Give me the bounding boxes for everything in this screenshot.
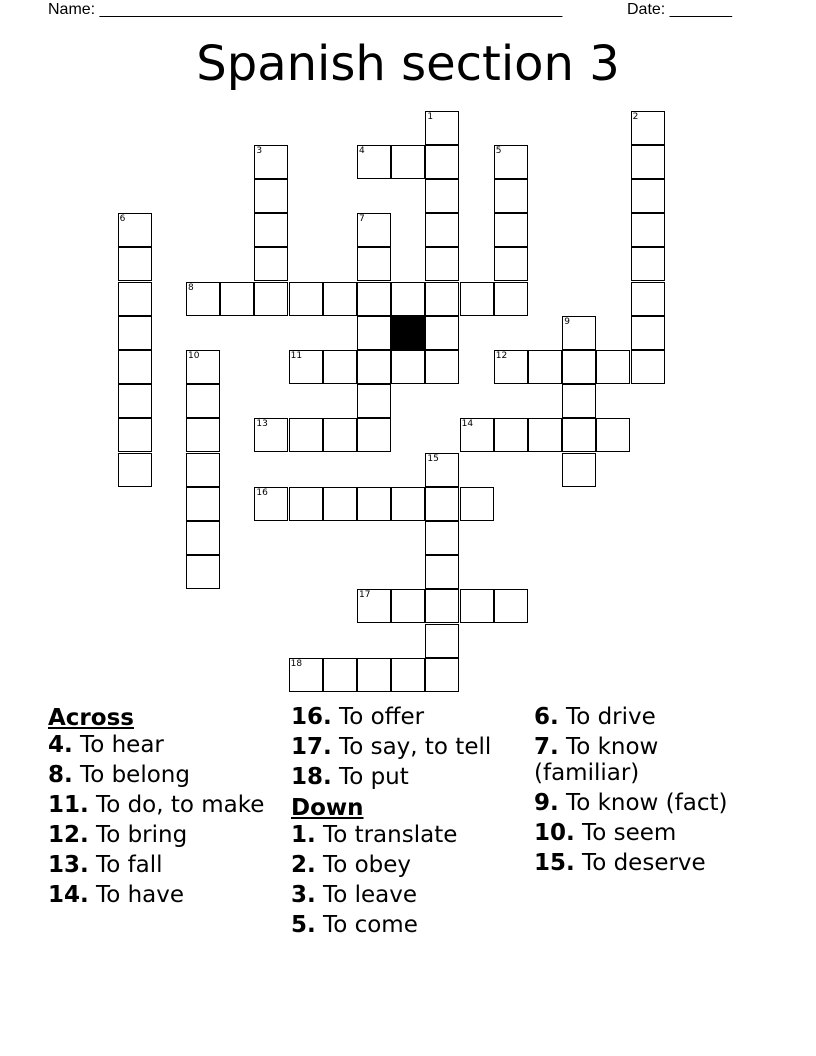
crossword-cell[interactable] (357, 418, 391, 452)
crossword-cell[interactable] (289, 487, 323, 521)
crossword-cell[interactable] (323, 487, 357, 521)
crossword-cell[interactable] (460, 589, 494, 623)
crossword-cell[interactable] (494, 247, 528, 281)
clue-number: 17 (359, 590, 371, 601)
crossword-cell[interactable] (357, 658, 391, 692)
crossword-cell[interactable] (118, 418, 152, 452)
down-clue-list-continued (534, 704, 764, 876)
crossword-cell[interactable] (357, 247, 391, 281)
clue-item-text: To deserve (574, 850, 706, 876)
page-title: Spanish section 3 (196, 36, 620, 92)
clue-item-number: 10. (534, 820, 575, 846)
crossword-cell[interactable] (494, 418, 528, 452)
clue-number: 8 (188, 282, 194, 293)
clue-number: 18 (290, 658, 303, 669)
crossword-cell[interactable] (289, 282, 323, 316)
crossword-cell[interactable] (460, 487, 494, 521)
crossword-cell[interactable] (254, 145, 288, 179)
clue-number: 12 (495, 351, 508, 361)
crossword-cell[interactable] (494, 350, 528, 384)
crossword-cell[interactable] (631, 247, 665, 281)
clue-item (534, 850, 764, 876)
crossword-cell[interactable] (494, 282, 528, 316)
crossword-cell[interactable] (425, 213, 459, 247)
crossword-cell[interactable] (596, 350, 630, 384)
crossword-cell[interactable] (425, 247, 459, 281)
crossword-cell[interactable] (391, 350, 425, 384)
crossword-cell[interactable] (323, 350, 357, 384)
crossword-cell[interactable] (528, 350, 562, 384)
clue-item-number: 7. (534, 734, 559, 760)
name-field-label: Name: ____________________________________________________ (48, 1, 563, 18)
clue-number: 4 (359, 145, 365, 156)
crossword-cell[interactable] (118, 316, 152, 350)
crossword-cell[interactable] (460, 282, 494, 316)
crossword-cell[interactable] (425, 350, 459, 384)
crossword-cell[interactable] (425, 453, 459, 487)
crossword-cell[interactable] (254, 213, 288, 247)
clue-item-number: 3. (291, 882, 316, 908)
clue-item (291, 822, 526, 848)
crossword-cell[interactable] (186, 487, 220, 521)
clue-item (291, 704, 526, 730)
clue-item (291, 734, 526, 760)
clue-item-number: 8. (48, 762, 73, 788)
clue-item (291, 852, 526, 878)
crossword-cell[interactable] (357, 589, 391, 623)
crossword-cell[interactable] (118, 350, 152, 384)
crossword-cell[interactable] (391, 589, 425, 623)
clue-item-text: To know (familiar) (534, 734, 659, 786)
clue-item (48, 882, 278, 908)
clue-item (48, 792, 278, 818)
clue-item (48, 762, 278, 788)
crossword-cell[interactable] (357, 282, 391, 316)
crossword-cell[interactable] (460, 418, 494, 452)
crossword-cell[interactable] (289, 350, 323, 384)
crossword-cell[interactable] (118, 282, 152, 316)
across-heading: Across (48, 705, 134, 731)
clue-item-number: 17. (291, 734, 332, 760)
clue-item-number: 5. (291, 912, 316, 938)
crossword-cell[interactable] (289, 658, 323, 692)
clue-item (534, 790, 764, 816)
crossword-cell[interactable] (425, 555, 459, 589)
clue-item-text: To belong (72, 762, 190, 788)
crossword-cell[interactable] (425, 282, 459, 316)
crossword-cell[interactable] (254, 247, 288, 281)
clue-item-text: To obey (315, 852, 412, 878)
clue-item-text: To say, to tell (331, 734, 492, 760)
crossword-cell[interactable] (562, 453, 596, 487)
clue-number: 10 (188, 351, 200, 361)
crossword-cell[interactable] (562, 350, 596, 384)
crossword-cell[interactable] (425, 589, 459, 623)
clue-item-number: 14. (48, 882, 89, 908)
crossword-cell[interactable] (425, 487, 459, 521)
crossword-cell[interactable] (186, 521, 220, 555)
clue-number: 15 (427, 453, 439, 464)
crossword-cell[interactable] (631, 350, 665, 384)
clue-item (534, 734, 764, 786)
crossword-cell[interactable] (391, 658, 425, 692)
crossword-cell[interactable] (357, 384, 391, 418)
clue-item-number: 2. (291, 852, 316, 878)
crossword-cell[interactable] (425, 111, 459, 145)
clues-column-3 (534, 704, 764, 880)
crossword-cell[interactable] (425, 624, 459, 658)
clue-item-text: To drive (558, 704, 656, 730)
crossword-cell[interactable] (631, 179, 665, 213)
clue-number: 7 (359, 214, 365, 225)
crossword-cell[interactable] (323, 418, 357, 452)
crossword-cell[interactable] (562, 418, 596, 452)
crossword-cell[interactable] (631, 213, 665, 247)
crossword-cell[interactable] (528, 418, 562, 452)
crossword-cell[interactable] (562, 316, 596, 350)
crossword-cell[interactable] (186, 418, 220, 452)
clue-item-text: To put (331, 764, 409, 790)
clue-item-number: 9. (534, 790, 559, 816)
clue-number: 14 (461, 419, 474, 430)
clue-item-text: To leave (315, 882, 417, 908)
clue-number: 2 (632, 111, 639, 122)
clue-item (48, 852, 278, 878)
crossword-cell[interactable] (254, 179, 288, 213)
crossword-cell[interactable] (425, 658, 459, 692)
down-heading: Down (291, 795, 364, 821)
clue-item (291, 882, 526, 908)
crossword-cell[interactable] (425, 179, 459, 213)
crossword-cell[interactable] (425, 145, 459, 179)
crossword-cell[interactable] (631, 316, 665, 350)
crossword-cell[interactable] (357, 213, 391, 247)
crossword-cell[interactable] (323, 282, 357, 316)
clue-number: 6 (119, 214, 126, 225)
crossword-cell[interactable] (289, 418, 323, 452)
crossword-cell[interactable] (391, 145, 425, 179)
crossword-cell[interactable] (494, 213, 528, 247)
crossword-cell[interactable] (494, 589, 528, 623)
across-clue-list (48, 732, 278, 908)
clue-item-number: 18. (291, 764, 332, 790)
crossword-cell[interactable] (186, 453, 220, 487)
clue-item-text: To fall (88, 852, 163, 878)
crossword-cell[interactable] (494, 145, 528, 179)
crossword-cell[interactable] (254, 418, 288, 452)
clue-item-text: To offer (331, 704, 425, 730)
crossword-cell[interactable] (118, 247, 152, 281)
crossword-cell[interactable] (186, 282, 220, 316)
clue-item-number: 13. (48, 852, 89, 878)
clue-item-text: To bring (88, 822, 188, 848)
clue-item-number: 1. (291, 822, 316, 848)
crossword-cell[interactable] (494, 179, 528, 213)
clue-item (48, 822, 278, 848)
crossword-cell[interactable] (425, 316, 459, 350)
clue-number: 11 (290, 351, 303, 361)
across-clue-list-continued (291, 704, 526, 790)
clue-number: 5 (495, 145, 502, 156)
clue-number: 9 (564, 316, 570, 327)
clue-item-text: To do, to make (88, 792, 265, 818)
crossword-cell[interactable] (220, 282, 254, 316)
crossword-cell[interactable] (254, 487, 288, 521)
crossword-cell[interactable] (323, 658, 357, 692)
clue-item (534, 820, 764, 846)
crossword-cell[interactable] (118, 384, 152, 418)
crossword-cell[interactable] (631, 282, 665, 316)
crossword-cell[interactable] (186, 384, 220, 418)
clues-column-1 (48, 704, 278, 912)
clue-item-text: To come (315, 912, 418, 938)
crossword-cell[interactable] (186, 555, 220, 589)
crossword-cell[interactable] (357, 350, 391, 384)
clue-item-text: To translate (315, 822, 458, 848)
clue-item-number: 16. (291, 704, 332, 730)
crossword-cell[interactable] (391, 487, 425, 521)
clue-item (534, 704, 764, 730)
clue-item-number: 11. (48, 792, 89, 818)
crossword-cell[interactable] (118, 213, 152, 247)
crossword-cell[interactable] (391, 282, 425, 316)
clue-number: 16 (256, 487, 268, 498)
clue-item-number: 4. (48, 732, 73, 758)
clue-item-text: To have (88, 882, 185, 908)
crossword-cell[interactable] (631, 145, 665, 179)
clue-item (48, 732, 278, 758)
crossword-cell[interactable] (562, 384, 596, 418)
clue-item (291, 912, 526, 938)
crossword-cell[interactable] (357, 145, 391, 179)
crossword-black-cell (391, 316, 425, 350)
clue-number: 3 (256, 145, 263, 156)
clue-number: 1 (427, 111, 434, 122)
clues-column-2 (291, 704, 526, 942)
crossword-cell[interactable] (596, 418, 630, 452)
crossword-cell[interactable] (425, 521, 459, 555)
clue-item-number: 6. (534, 704, 559, 730)
crossword-cell[interactable] (631, 111, 665, 145)
crossword-cell[interactable] (357, 487, 391, 521)
crossword-cell[interactable] (186, 350, 220, 384)
crossword-cell[interactable] (118, 453, 152, 487)
clue-item-text: To know (fact) (558, 790, 728, 816)
down-clue-list (291, 822, 526, 938)
clue-item-text: To hear (72, 732, 164, 758)
clue-number: 13 (256, 419, 268, 430)
clue-item-number: 15. (534, 850, 575, 876)
date-field-label: Date: _______ (627, 1, 732, 18)
clue-item-number: 12. (48, 822, 89, 848)
crossword-cell[interactable] (254, 282, 288, 316)
clue-item-text: To seem (574, 820, 677, 846)
crossword-cell[interactable] (357, 316, 391, 350)
clue-item (291, 764, 526, 790)
